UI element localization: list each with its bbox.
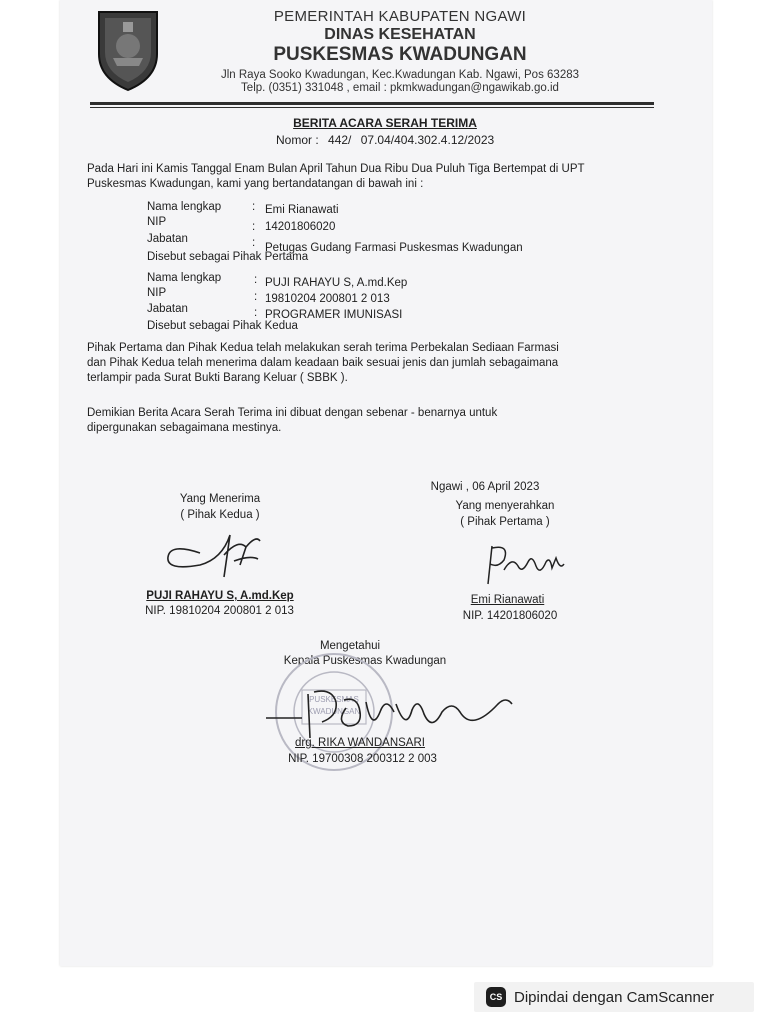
stamp-text-2: KWADUNGAN xyxy=(307,707,361,716)
p1-nip-colon: : xyxy=(252,221,256,233)
giver-nip: NIP. 14201806020 xyxy=(462,610,558,622)
p2-nip-value: 19810204 200801 2 013 xyxy=(265,293,390,305)
intro-line-2: Puskesmas Kwadungan, kami yang bertandatangan di bawah ini : xyxy=(87,178,424,190)
header-rule-thin xyxy=(90,107,654,108)
nomor-label: Nomor : xyxy=(276,133,319,147)
regency-logo-icon xyxy=(93,8,163,92)
handover-line-1: Pihak Pertama dan Pihak Kedua telah melakukan serah terima Perbekalan Sediaan Farmasi xyxy=(87,342,559,354)
p2-name-colon: : xyxy=(254,274,258,286)
handover-line-2: dan Pihak Kedua telah menerima dalam keadaan baik sesuai jenis dan jumlah sebagaimana xyxy=(87,357,559,369)
p2-jabatan-colon: : xyxy=(254,307,258,319)
camscanner-text: Dipindai dengan CamScanner xyxy=(514,988,715,1006)
intro-paragraph xyxy=(87,162,617,192)
receiver-name: PUJI RAHAYU S, A.md.Kep xyxy=(146,590,294,602)
nomor-part-a: 442/ xyxy=(328,133,352,147)
document-title: BERITA ACARA SERAH TERIMA xyxy=(293,116,477,130)
closing-line-1: Demikian Berita Acara Serah Terima ini dibuat dengan sebenar - benarnya untuk xyxy=(87,407,498,419)
p2-name-value: PUJI RAHAYU S, A.md.Kep xyxy=(265,277,408,289)
p2-nip-label: NIP xyxy=(147,287,167,299)
giver-role: ( Pihak Pertama ) xyxy=(460,516,550,528)
receiver-nip: NIP. 19810204 200801 2 013 xyxy=(145,605,294,617)
ack-role: Kepala Puskesmas Kwadungan xyxy=(283,655,447,667)
contact-line: Telp. (0351) 331048 , email : pkmkwadungan@ngawikab.go.id xyxy=(241,82,559,94)
p2-jabatan-label: Jabatan xyxy=(147,303,188,315)
ack-signature-icon xyxy=(262,682,522,744)
address-line: Jln Raya Sooko Kwadungan, Kec.Kwadungan Kab. Ngawi, Pos 63283 xyxy=(220,69,580,81)
p2-name-label: Nama lengkap xyxy=(147,272,222,284)
institution-name: PUSKESMAS KWADUNGAN xyxy=(273,44,527,65)
p1-nip-value: 14201806020 xyxy=(265,221,336,233)
receiver-role: ( Pihak Kedua ) xyxy=(180,509,260,521)
header-rule-thick xyxy=(90,102,654,105)
handover-paragraph xyxy=(87,341,607,386)
p1-jabatan-value: Petugas Gudang Farmasi Puskesmas Kwadungan xyxy=(265,242,523,254)
closing-paragraph xyxy=(87,406,537,436)
ack-title: Mengetahui xyxy=(319,640,381,652)
p1-jabatan-colon: : xyxy=(252,237,256,249)
camscanner-icon: CS xyxy=(486,987,506,1007)
receiver-title: Yang Menerima xyxy=(179,493,261,505)
letterhead xyxy=(180,8,620,94)
place-date: Ngawi , 06 April 2023 xyxy=(430,481,540,493)
p1-name-value: Emi Rianawati xyxy=(265,204,339,216)
closing-line-2: dipergunakan sebagaimana mestinya. xyxy=(87,422,282,434)
document-number xyxy=(276,133,500,147)
handover-line-3: terlampir pada Surat Bukti Barang Keluar ( SBBK ). xyxy=(87,372,348,384)
intro-line-1: Pada Hari ini Kamis Tanggal Enam Bulan April Tahun Dua Ribu Dua Puluh Tiga Bertempat di UPT xyxy=(87,163,585,175)
p1-name-label: Nama lengkap xyxy=(147,201,222,213)
p1-nip-label: NIP xyxy=(147,216,167,228)
p2-nip-colon: : xyxy=(254,291,258,303)
camscanner-watermark xyxy=(474,982,754,1012)
p1-name-colon: : xyxy=(252,201,256,213)
department-name: DINAS KESEHATAN xyxy=(324,26,476,43)
ack-name: drg. RIKA WANDANSARI xyxy=(295,737,425,749)
giver-title: Yang menyerahkan xyxy=(455,500,555,512)
government-name: PEMERINTAH KABUPATEN NGAWI xyxy=(273,8,527,25)
giver-signature-icon xyxy=(478,540,568,590)
p2-jabatan-value: PROGRAMER IMUNISASI xyxy=(265,309,403,321)
giver-name: Emi Rianawati xyxy=(470,594,545,606)
p1-jabatan-label: Jabatan xyxy=(147,233,188,245)
stamp-text-1: PUSKESMAS xyxy=(309,695,359,704)
nomor-part-b: 07.04 xyxy=(360,133,391,147)
nomor-part-c: /404.302.4.12/2023 xyxy=(390,133,495,147)
receiver-signature-icon xyxy=(160,525,270,580)
p1-disebut: Disebut sebagai Pihak Pertama xyxy=(147,251,309,263)
p2-disebut: Disebut sebagai Pihak Kedua xyxy=(147,320,298,332)
ack-nip: NIP. 19700308 200312 2 003 xyxy=(288,753,437,765)
